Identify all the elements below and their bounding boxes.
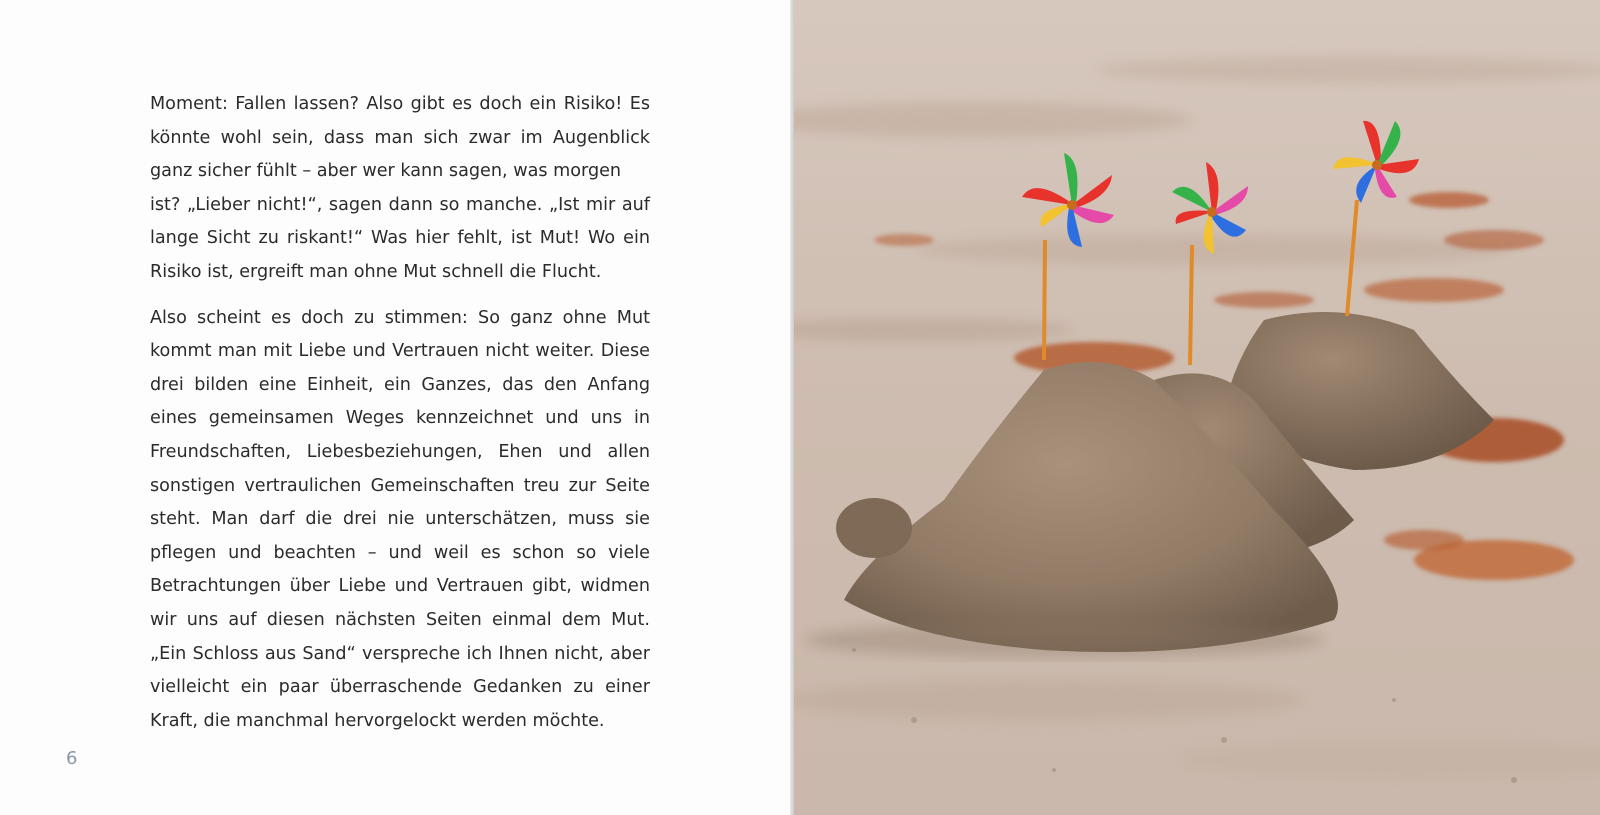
beach-photo bbox=[794, 0, 1600, 815]
paragraph-1: Moment: Fallen lassen? Also gibt es doch ein Risiko! Es könnte wohl sein, dass man sich zwar im Augenblick ganz sicher fühlt – aber wer kann sagen, was morgen bbox=[150, 94, 650, 182]
page-number: 6 bbox=[66, 748, 78, 769]
right-page-photo bbox=[794, 0, 1600, 815]
paragraph-2: ist? „Lieber nicht!“, sagen dann so manche. „Ist mir auf lange Sicht zu riskant!“ Was hier fehlt, ist Mut! Wo ein Risiko ist, ergreift man ohne Mut schnell die Flucht. bbox=[150, 194, 650, 282]
paragraph-3: Also scheint es doch zu stimmen: So ganz ohne Mut kommt man mit Liebe und Vertrauen nicht weiter. Diese drei bilden eine Einheit, ein Ganzes, das den Anfang eines gemeinsamen Weges kennzeichnet und uns in Freundschaften, Liebesbeziehungen, Ehen und allen sonstigen vertraulichen Gemeinschaften treu zur Seite steht. Man darf die drei nie unterschätzen, muss sie pflegen und beachten – und weil es schon so viele Betrachtungen über Liebe und Vertrauen gibt, widmen wir uns auf diesen nächsten Seiten einmal dem Mut. „Ein Schloss aus Sand“ verspreche ich Ihnen nicht, aber vielleicht ein paar überraschende Gedanken zu einer Kraft, die manchmal hervorgelockt werden möchte. bbox=[150, 307, 650, 731]
body-text bbox=[150, 88, 650, 738]
left-page bbox=[0, 0, 792, 815]
